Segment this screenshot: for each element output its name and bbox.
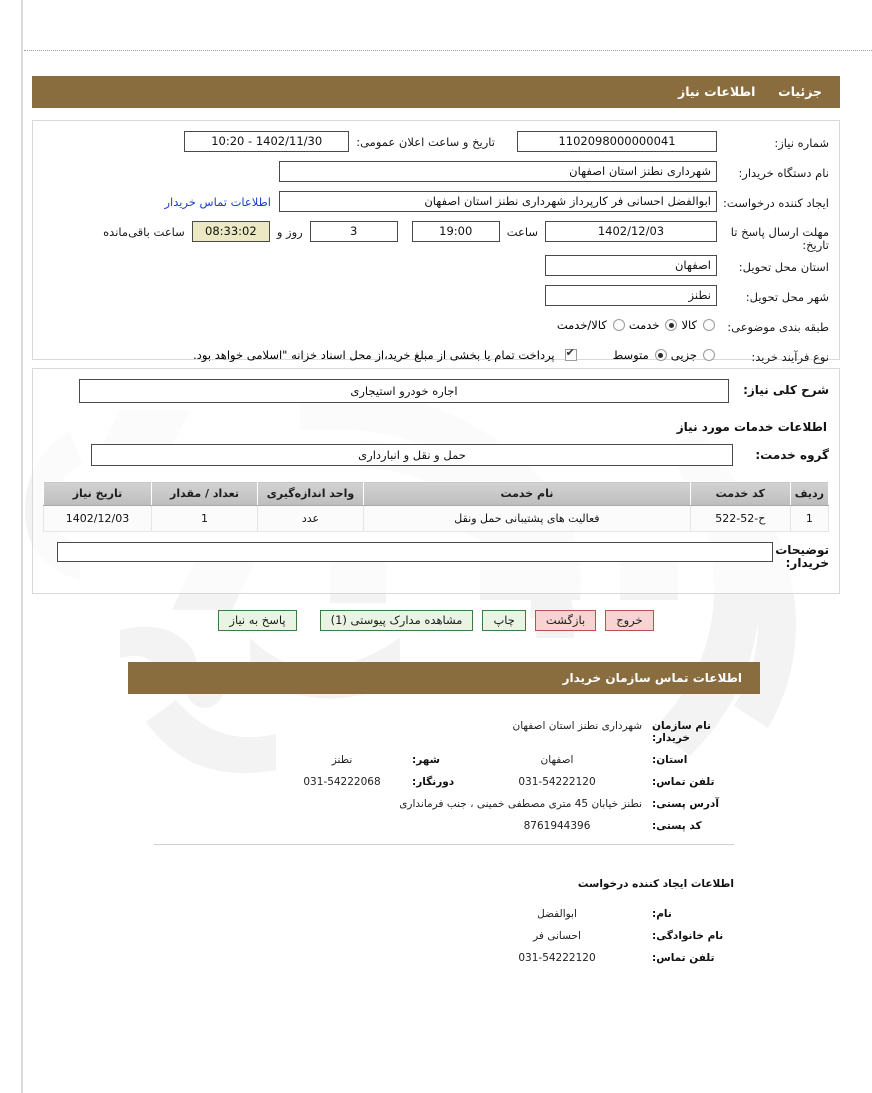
label-category: طبقه بندی موضوعی: <box>727 320 829 334</box>
value-org-address: نطنز خیابان 45 متری مصطفی خمینی ، جنب فرمانداری <box>399 798 642 810</box>
creator-input[interactable]: ابوالفضل احسانی فر کارپرداز شهرداری نطنز استان اصفهان <box>279 191 717 212</box>
label-creator-phone: تلفن تماس: <box>652 952 715 964</box>
th-service-code: کد خدمت <box>690 482 790 506</box>
need-number-input[interactable]: 1102098000000041 <box>517 131 717 152</box>
value-org-city: نطنز <box>331 754 353 766</box>
label-org-phone: تلفن تماس: <box>652 776 715 788</box>
label-process-type: نوع فرآیند خرید: <box>751 350 829 364</box>
buyer-contact-link[interactable]: اطلاعات تماس خریدار <box>164 195 271 209</box>
label-org-name: نام سازمان خریدار: <box>652 720 711 744</box>
label-summary: شرح کلی نیاز: <box>743 383 829 397</box>
row-summary <box>43 379 829 406</box>
respond-to-need-button[interactable]: پاسخ به نیاز <box>218 610 296 631</box>
creator-contact-heading: اطلاعات ایجاد کننده درخواست <box>577 878 734 890</box>
label-treasury-payment-note: پرداخت تمام یا بخشی از مبلغ خرید،از محل اسناد خزانه "اسلامی خواهد بود. <box>193 348 555 362</box>
label-process-jozi: جزیی <box>670 348 697 362</box>
value-org-postal: 8761944396 <box>523 820 591 832</box>
value-org-phone: 031-54222120 <box>518 776 596 788</box>
th-need-date: تاریخ نیاز <box>44 482 152 506</box>
deadline-date-input[interactable]: 1402/12/03 <box>545 221 717 242</box>
th-quantity: تعداد / مقدار <box>152 482 258 506</box>
cell-service-name: فعالیت های پشتیبانی حمل ونقل <box>364 506 691 532</box>
deadline-hour-input[interactable]: 19:00 <box>412 221 500 242</box>
row-service-group <box>43 444 829 471</box>
value-org-name: شهرداری نطنز استان اصفهان <box>512 720 642 732</box>
services-heading: اطلاعات خدمات مورد نیاز <box>676 420 827 434</box>
row-creator-first-name <box>154 908 734 920</box>
label-creator-last-name: نام خانوادگی: <box>652 930 724 942</box>
radio-category-khedmat[interactable] <box>665 319 677 331</box>
row-delivery-city <box>43 285 829 312</box>
buyer-org-input[interactable]: شهرداری نطنز استان اصفهان <box>279 161 717 182</box>
value-org-province: اصفهان <box>540 754 574 766</box>
th-unit: واحد اندازه‌گیری <box>258 482 364 506</box>
cell-need-date: 1402/12/03 <box>44 506 152 532</box>
row-org-address <box>154 798 734 810</box>
contact-divider <box>154 844 734 845</box>
label-announce-datetime: تاریخ و ساعت اعلان عمومی: <box>356 135 495 149</box>
countdown-timer: 08:33:02 <box>192 221 270 242</box>
print-button[interactable]: چاپ <box>482 610 525 631</box>
row-buyer-org <box>43 161 829 188</box>
creator-contact-block <box>128 864 760 978</box>
row-org-province-city <box>154 754 734 766</box>
label-need-number: شماره نیاز: <box>774 136 829 150</box>
row-org-postal <box>154 820 734 832</box>
value-creator-first-name: ابوالفضل <box>537 908 577 920</box>
label-org-fax: دورنگار: <box>412 776 455 788</box>
section-header-org-contact: اطلاعات تماس سازمان خریدار <box>128 662 760 694</box>
services-table <box>43 481 829 532</box>
row-buyer-notes <box>43 542 829 574</box>
org-contact-block <box>128 706 760 849</box>
action-button-row <box>32 600 840 635</box>
row-need-number <box>43 131 829 158</box>
remaining-days-input[interactable]: 3 <box>310 221 398 242</box>
exit-button[interactable]: خروج <box>605 610 653 631</box>
left-edge-rule <box>21 0 23 1093</box>
cell-unit: عدد <box>258 506 364 532</box>
row-creator-last-name <box>154 930 734 942</box>
delivery-province-input[interactable]: اصفهان <box>545 255 717 276</box>
back-button[interactable]: بازگشت <box>535 610 596 631</box>
label-buyer-org: نام دستگاه خریدار: <box>738 166 829 180</box>
table-header-row <box>44 482 829 506</box>
row-org-name <box>154 720 734 744</box>
buyer-notes-input[interactable] <box>57 542 773 562</box>
label-deadline: مهلت ارسال پاسخ تا تاریخ: <box>730 225 829 252</box>
th-service-name: نام خدمت <box>364 482 691 506</box>
label-delivery-city: شهر محل تحویل: <box>745 290 829 304</box>
th-row-index: ردیف <box>790 482 828 506</box>
cell-row-index: 1 <box>790 506 828 532</box>
label-org-province: استان: <box>652 754 688 766</box>
view-attachments-button[interactable]: مشاهده مدارک پیوستی (1) <box>320 610 474 631</box>
announce-datetime-input[interactable]: 1402/11/30 - 10:20 <box>184 131 349 152</box>
need-info-panel <box>32 120 840 364</box>
label-buyer-notes: توضیحات خریدار: <box>775 543 829 570</box>
table-row <box>44 506 829 532</box>
radio-process-jozi[interactable] <box>703 349 715 361</box>
radio-process-motavaset[interactable] <box>655 349 667 361</box>
service-group-input[interactable]: حمل و نقل و انبارداری <box>91 444 733 466</box>
label-countdown: ساعت باقی‌مانده <box>103 225 185 239</box>
cell-service-code: ح-52-522 <box>690 506 790 532</box>
label-category-kala: کالا <box>681 318 697 332</box>
row-deadline <box>43 221 829 252</box>
value-creator-last-name: احسانی فر <box>533 930 581 942</box>
radio-category-kala[interactable] <box>703 319 715 331</box>
label-deadline-hour: ساعت <box>506 225 538 239</box>
value-org-fax: 031-54222068 <box>303 776 381 788</box>
top-dotted-divider <box>24 50 872 51</box>
label-delivery-province: استان محل تحویل: <box>738 260 829 274</box>
section-header-need-details <box>32 76 840 108</box>
checkbox-treasury-payment[interactable] <box>565 349 577 361</box>
label-days: روز و <box>276 225 303 239</box>
row-creator-phone <box>154 952 734 964</box>
delivery-city-input[interactable]: نطنز <box>545 285 717 306</box>
radio-category-kala-khedmat[interactable] <box>613 319 625 331</box>
row-creator <box>43 191 829 218</box>
label-category-kala-khedmat: کالا/خدمت <box>556 318 607 332</box>
label-process-motavaset: متوسط <box>612 348 649 362</box>
label-creator-first-name: نام: <box>652 908 672 920</box>
row-org-phone-fax <box>154 776 734 788</box>
label-category-khedmat: خدمت <box>628 318 660 332</box>
cell-quantity: 1 <box>152 506 258 532</box>
label-org-postal: کد پستی: <box>652 820 702 832</box>
summary-input[interactable]: اجاره خودرو استیجاری <box>79 379 729 403</box>
label-org-city: شهر: <box>412 754 440 766</box>
label-creator: ایجاد کننده درخواست: <box>723 196 829 210</box>
label-service-group: گروه خدمت: <box>755 448 829 462</box>
row-category <box>43 315 829 342</box>
row-delivery-province <box>43 255 829 282</box>
header-title-right: جزئیات <box>778 84 822 99</box>
label-org-address: آدرس پستی: <box>652 798 719 810</box>
need-detail-panel <box>32 368 840 594</box>
value-creator-phone: 031-54222120 <box>518 952 596 964</box>
header-title-left: اطلاعات نیاز <box>678 84 756 99</box>
